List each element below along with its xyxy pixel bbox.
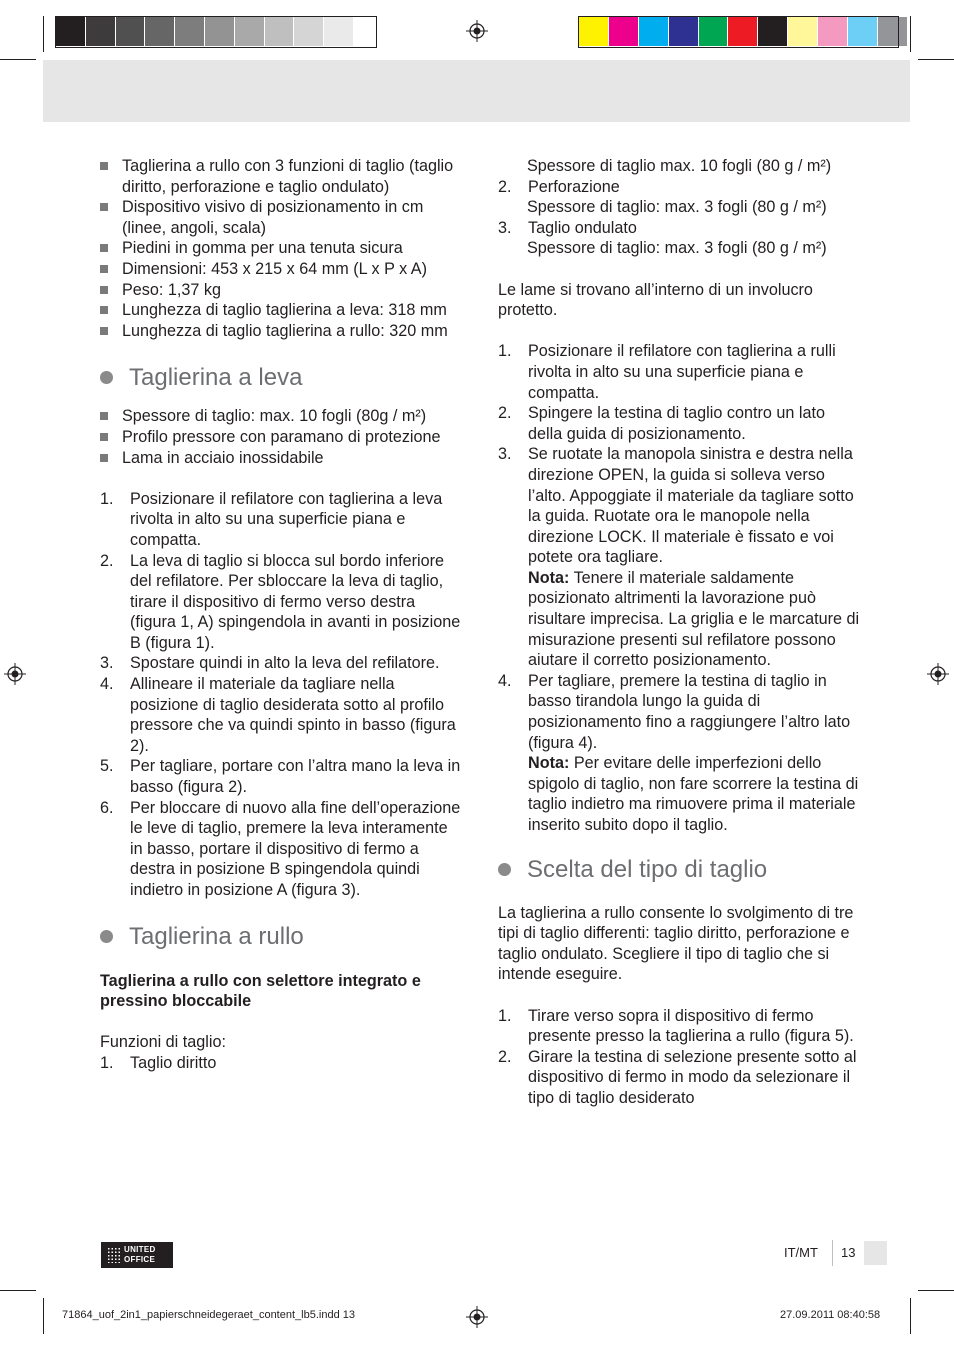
step-number: 2. [498,404,512,423]
logo-text: UNITED [124,1245,156,1254]
step-text: Spingere la testina di taglio contro un lato della guida di posizionamento. [528,404,825,443]
list-item [100,798,462,901]
step-text: Posizionare il refilatore con taglierina a rulli rivolta in alto su una superficie piana e compatta. [528,342,836,402]
crop-mark [43,1298,44,1334]
crop-mark [0,1290,36,1291]
step-text: Se ruotate la manopola sinistra e destra nella direzione OPEN, la guida si solleva verso l’alto. Appoggiate il materiale da tagliare sotto la guida. Ruotate ora le manopole nella direzione LOCK. Il materiale è fissato e voi potete ora tagliare. [528,445,854,567]
registration-mark-icon [466,20,488,42]
step-number: 1. [100,489,114,508]
step-text: Per bloccare di nuovo alla fine dell’operazione le leve di taglio, premere la leva interamente in basso, portare il dispositivo di fermo a destra in posizione B spingendola quindi indietro in posizione A (figura 3). [130,798,461,899]
crop-mark [43,16,44,52]
step-number: 4. [498,671,512,690]
funzione-detail: Spessore di taglio: max. 3 fogli (80 g / m²) [527,198,827,217]
step-number: 3. [498,218,512,237]
step-number: 4. [100,675,114,694]
list-item [498,1047,860,1109]
list-item: Profilo pressore con paramano di protezione [100,427,462,448]
color-bar-frame [578,16,899,48]
list-item: Dispositivo visivo di posizionamento in cm (linee, angoli, scala) [100,197,462,238]
step-text: Spostare quindi in alto la leva del refilatore. [130,654,440,673]
grey-bar-frame [55,16,377,48]
note-label: Nota: [528,568,570,587]
slug-filename: 71864_uof_2in1_papierschneidegeraet_content_lb5.indd 13 [62,1309,355,1321]
registration-mark-icon [466,1306,488,1328]
list-item [100,756,462,797]
list-item: Spessore di taglio: max. 10 fogli (80g / m²) [100,406,462,427]
footer-tab [864,1241,887,1265]
list-item [100,489,462,551]
step-number: 3. [498,445,512,464]
note-text: Per evitare delle imperfezioni dello spigolo di taglio, non fare scorrere la testina di taglio indietro ma rimuovere prima il materiale inserito subito dopo il taglio. [528,754,859,834]
step-number: 5. [100,757,114,776]
step-text: Allineare il materiale da tagliare nella posizione di taglio desiderata sotto al profilo pressore che va quindi spinto in basso (figura 2). [130,675,456,755]
crop-mark [910,16,911,52]
step-number: 2. [498,1047,512,1066]
list-item: Lama in acciaio inossidabile [100,448,462,469]
note-label: Nota: [528,754,570,773]
list-item: Taglierina a rullo con 3 funzioni di taglio (taglio diritto, perforazione e taglio ondulato) [100,156,462,197]
list-item: Lunghezza di taglio taglierina a rullo: 320 mm [100,321,462,342]
right-column [498,156,860,1109]
rullo-subheading: Taglierina a rullo con selettore integrato e pressino bloccabile [100,971,421,1011]
step-number: 6. [100,798,114,817]
step-number: 3. [100,654,114,673]
step-text: La leva di taglio si blocca sul bordo inferiore del refilatore. Per sbloccare la leva di taglio, tirare il dispositivo di fermo verso destra (figura 1, A) spingendola in avanti in posizione B (figura 1). [130,551,461,652]
list-item [498,671,860,836]
scelta-paragraph: La taglierina a rullo consente lo svolgimento di tre tipi di taglio differenti: taglio diritto, perforazione e taglio ondulato. Scegliere il tipo di taglio che si intende eseguire. [498,903,854,984]
scelta-steps [498,1006,860,1109]
list-item: Lunghezza di taglio taglierina a leva: 318 mm [100,300,462,321]
list-item [100,674,462,756]
feature-list [100,156,462,341]
list-item: Peso: 1,37 kg [100,280,462,301]
list-item [100,551,462,654]
crop-mark [0,59,36,60]
step-number: 1. [100,1053,114,1072]
list-item: Dimensioni: 453 x 215 x 64 mm (L x P x A) [100,259,462,280]
logo-dots-icon [107,1247,121,1263]
step-text: Tirare verso sopra il dispositivo di fermo presente presso la taglierina a rullo (figura 5). [528,1006,854,1046]
funzione-detail: Spessore di taglio max. 10 fogli (80 g / m²) [527,157,832,175]
heading-taglierina-a-rullo: Taglierina a rullo [100,918,462,956]
registration-mark-icon [927,663,949,685]
rullo-steps [498,341,860,835]
heading-scelta-tipo-di-taglio: Scelta del tipo di taglio [498,851,860,889]
lame-paragraph: Le lame si trovano all’interno di un involucro protetto. [498,280,813,320]
logo-text: OFFICE [124,1255,156,1264]
funzione-detail: Spessore di taglio: max. 3 fogli (80 g / m²) [527,239,827,258]
step-text: Taglio ondulato [528,218,637,237]
step-text: Per tagliare, portare con l’altra mano la leva in basso (figura 2). [130,757,461,797]
crop-mark [918,1290,954,1291]
page-number: 13 [841,1245,856,1260]
list-item [100,1053,462,1074]
language-code: IT/MT [784,1245,818,1260]
step-number: 2. [100,551,114,570]
header-band [43,60,910,122]
slug-date: 27.09.2011 08:40:58 [780,1309,881,1321]
heading-taglierina-a-leva: Taglierina a leva [100,359,462,397]
step-text: Taglio diritto [130,1053,217,1072]
list-item [498,341,860,403]
step-text: Posizionare il refilatore con taglierina a leva rivolta in alto su una superficie piana e compatta. [130,489,443,549]
list-item [498,403,860,444]
step-number: 2. [498,177,512,196]
crop-mark [918,59,954,60]
crop-mark [910,1298,911,1334]
step-number: 1. [498,1006,512,1025]
step-number: 1. [498,342,512,361]
list-item [100,653,462,674]
list-item [498,1006,860,1047]
footer-divider [832,1240,833,1266]
leva-feature-list [100,406,462,468]
leva-steps [100,489,462,901]
step-text: Perforazione [528,177,620,196]
list-item [498,444,860,671]
step-text: Per tagliare, premere la testina di taglio in basso tirandola lungo la guida di posizionamento fino a raggiungere l’altro lato (figura 4). [528,671,851,752]
list-item [498,218,860,239]
left-column [100,156,462,1074]
step-text: Girare la testina di selezione presente sotto al dispositivo di fermo in modo da selezionare il tipo di taglio desiderato [528,1047,857,1107]
funzioni-label: Funzioni di taglio: [100,1033,226,1052]
list-item: Piedini in gomma per una tenuta sicura [100,238,462,259]
note-text: Tenere il materiale saldamente posizionato altrimenti la lavorazione può risultare imprecisa. La griglia e le marcature di misurazione presenti sul refilatore possono aiutare il corretto posizionamento. [528,568,860,670]
list-item [498,177,860,198]
registration-mark-icon [4,663,26,685]
united-office-logo [101,1242,173,1268]
